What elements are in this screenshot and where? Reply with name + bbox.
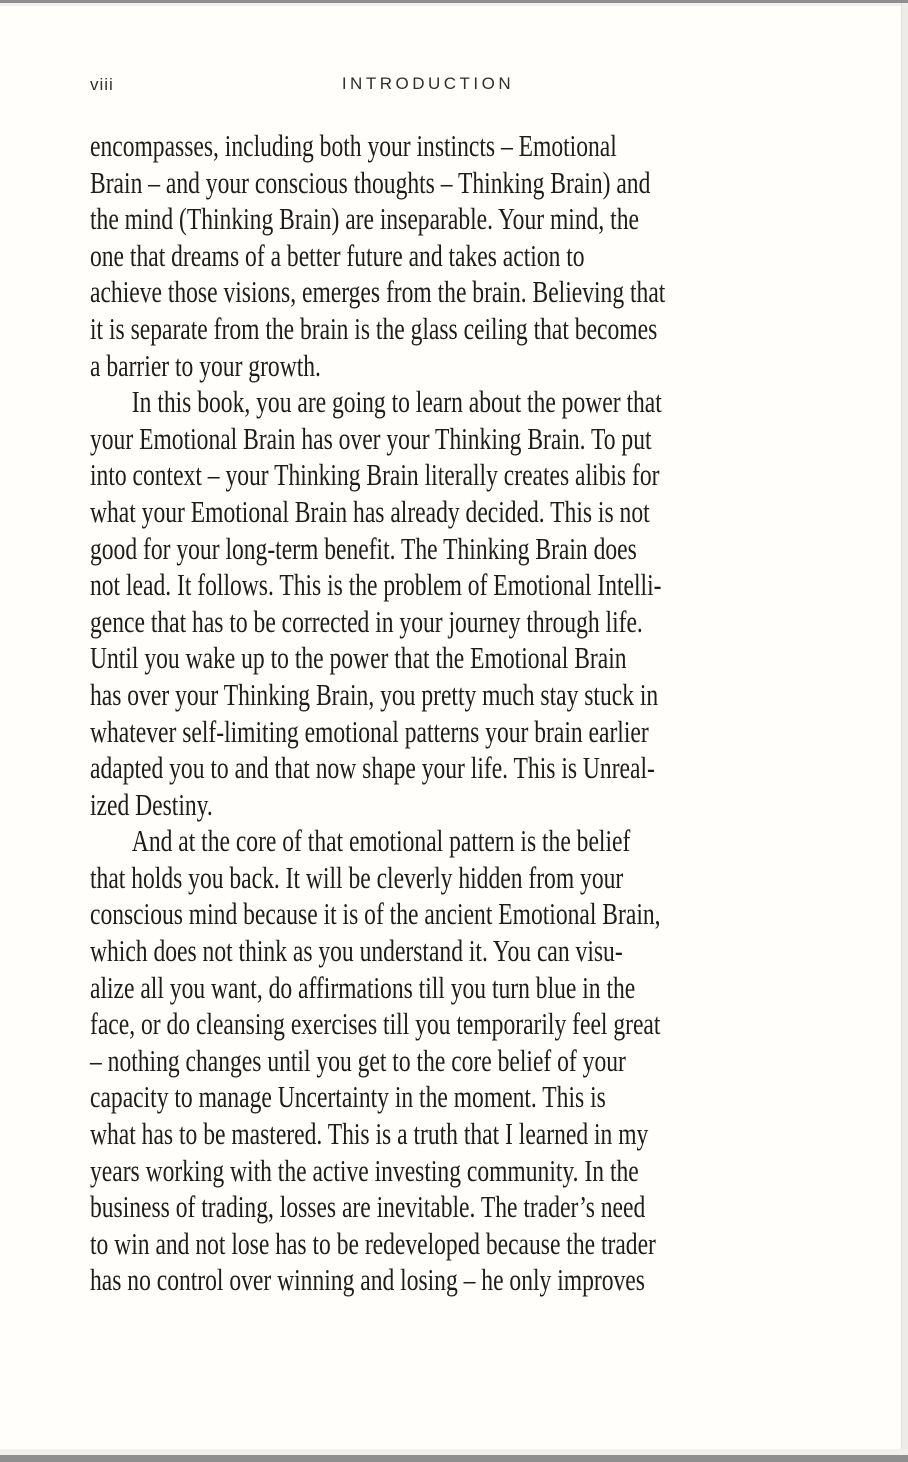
text-line: achieve those visions, emerges from the brain. Believing that [90, 274, 666, 310]
text-line: conscious mind because it is of the ancient Emotional Brain, [90, 896, 661, 932]
text-line: capacity to manage Uncertainty in the moment. This is [90, 1079, 606, 1115]
text-line: gence that has to be corrected in your journey through life. [90, 603, 643, 639]
text-line: alize all you want, do affirmations till you turn blue in the [90, 969, 636, 1005]
text-line: whatever self-limiting emotional patterns your brain earlier [90, 713, 649, 749]
text-line: Brain – and your conscious thoughts – Thinking Brain) and [90, 164, 651, 200]
text-line: encompasses, including both your instincts – Emotional [90, 128, 617, 163]
text-line: And at the core of that emotional pattern is the belief [131, 823, 631, 859]
text-line: face, or do cleansing exercises till you temporarily feel great [90, 1006, 661, 1042]
page-top-edge [0, 3, 908, 6]
text-line: – nothing changes until you get to the core belief of your [90, 1042, 626, 1078]
body-text [90, 128, 774, 1299]
text-line: not lead. It follows. This is the problem of Emotional Intelli- [90, 567, 662, 603]
text-line: what your Emotional Brain has already decided. This is not [90, 493, 650, 529]
text-line: business of trading, losses are inevitable. The trader’s need [90, 1189, 646, 1225]
text-line: years working with the active investing community. In the [90, 1152, 639, 1188]
text-line: to win and not lose has to be redeveloped because the trader [90, 1225, 656, 1261]
text-line: a barrier to your growth. [90, 347, 321, 383]
text-line: adapted you to and that now shape your life. This is Unreal- [90, 750, 655, 786]
text-line: into context – your Thinking Brain literally creates alibis for [90, 457, 660, 493]
page-number: viii [90, 75, 114, 94]
text-line: In this book, you are going to learn about the power that [131, 384, 662, 420]
text-line: good for your long-term benefit. The Thinking Brain does [90, 530, 637, 566]
text-line: one that dreams of a better future and takes action to [90, 237, 585, 273]
page-header [90, 74, 766, 94]
text-line: which does not think as you understand it. You can visu- [90, 933, 623, 969]
text-line: the mind (Thinking Brain) are inseparable. Your mind, the [90, 201, 639, 237]
page-right-edge [901, 3, 908, 1456]
text-line: what has to be mastered. This is a truth that I learned in my [90, 1116, 649, 1152]
text-line: it is separate from the brain is the glass ceiling that becomes [90, 310, 658, 346]
text-line: your Emotional Brain has over your Thinking Brain. To put [90, 420, 652, 456]
text-line: has no control over winning and losing – he only improves [90, 1262, 645, 1298]
running-head: INTRODUCTION [341, 74, 515, 93]
text-line: ized Destiny. [90, 786, 213, 822]
text-line: has over your Thinking Brain, you pretty much stay stuck in [90, 676, 659, 712]
window-bottom-edge [0, 1455, 908, 1462]
text-line: Until you wake up to the power that the Emotional Brain [90, 640, 627, 676]
text-line: that holds you back. It will be cleverly hidden from your [90, 859, 624, 895]
